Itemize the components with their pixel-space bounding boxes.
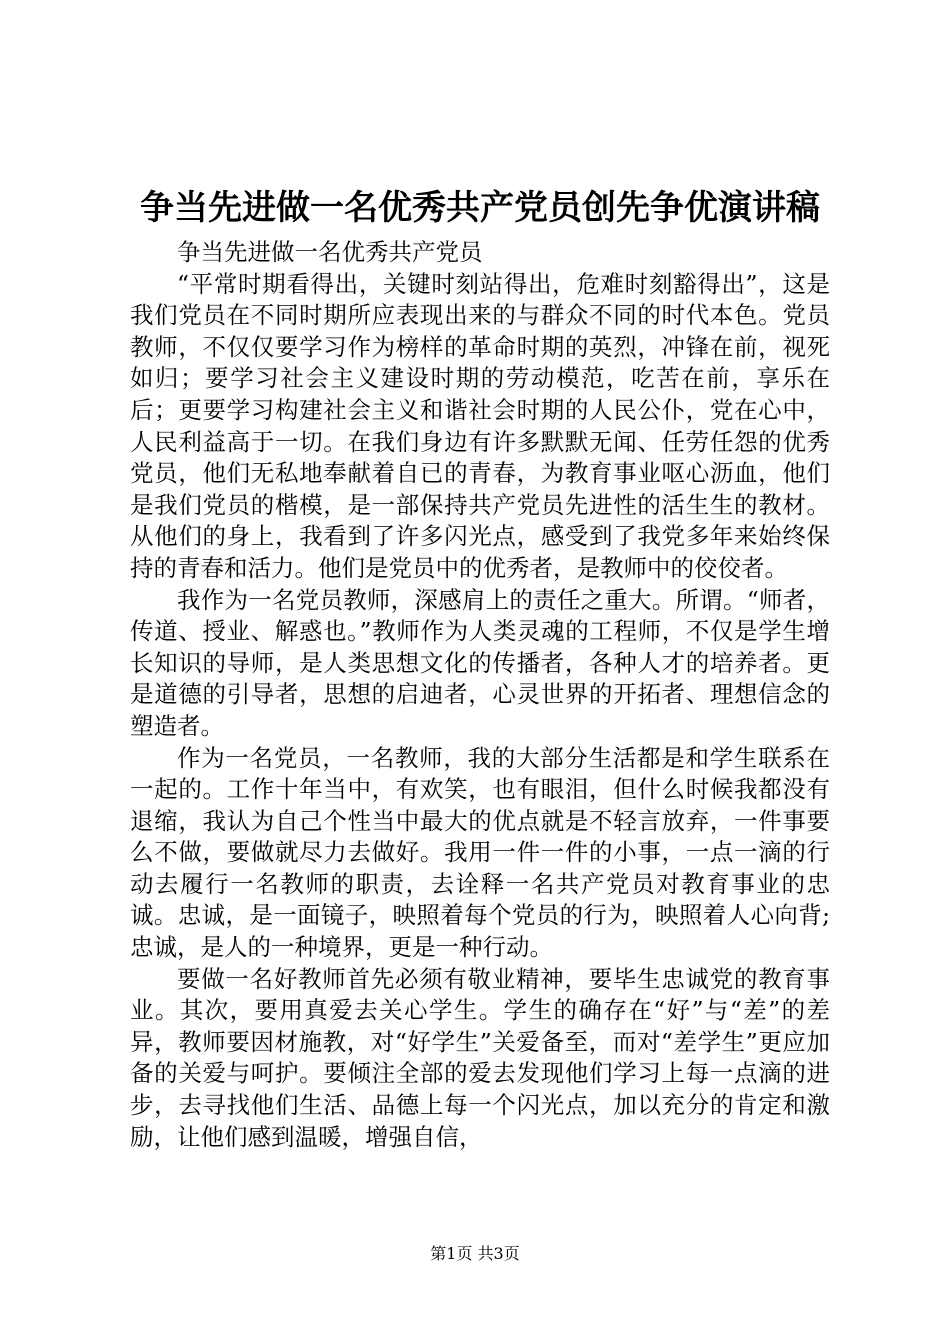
page-number-footer: 第1页 共3页: [430, 1244, 520, 1263]
paragraph-4: 要做一名好教师首先必须有敬业精神，要毕生忠诚党的教育事业。其次，要用真爱去关心学生。学生的确存在“好”与“差”的差异，教师要因材施教，对“好学生”关爱备至，而对“差学生”更应加备的关爱与呵护。要倾注全部的爱去发现他们学习上每一点滴的进步，去寻找他们生活、品德上每一个闪光点，加以充分的肯定和激励，让他们感到温暖，增强自信，: [130, 964, 830, 1151]
paragraph-3: 作为一名党员，一名教师，我的大部分生活都是和学生联系在一起的。工作十年当中，有欢笑，也有眼泪，但什么时候我都没有退缩，我认为自己个性当中最大的优点就是不轻言放弃，一件事要么不做，要做就尽力去做好。我用一件一件的小事，一点一滴的行动去履行一名教师的职责，去诠释一名共产党员对教育事业的忠诚。忠诚，是一面镜子，映照着每个党员的行为，映照着人心向背;忠诚，是人的一种境界，更是一种行动。: [130, 743, 830, 962]
paragraph-2: 我作为一名党员教师，深感肩上的责任之重大。所谓。“师者，传道、授业、解惑也。”教师作为人类灵魂的工程师，不仅是学生增长知识的导师，是人类思想文化的传播者，各种人才的培养者。更是道德的引导者，思想的启迪者，心灵世界的开拓者、理想信念的塑造者。: [130, 585, 830, 740]
paragraph-subtitle: 争当先进做一名优秀共产党员: [177, 238, 483, 266]
paragraph-1: “平常时期看得出，关键时刻站得出，危难时刻豁得出”，这是我们党员在不同时期所应表现出来的与群众不同的时代本色。党员教师，不仅仅要学习作为榜样的革命时期的英烈，冲锋在前，视死如归；要学习社会主义建设时期的劳动模范，吃苦在前，享乐在后；更要学习构建社会主义和谐社会时期的人民公仆，党在心中，人民利益高于一切。在我们身边有许多默默无闻、任劳任怨的优秀党员，他们无私地奉献着自已的青春，为教育事业呕心沥血，他们是我们党员的楷模，是一部保持共产党员先进性的活生生的教材。从他们的身上，我看到了许多闪光点，感受到了我党多年来始终保持的青春和活力。他们是党员中的优秀者，是教师中的佼佼者。: [130, 269, 830, 582]
body-text: [130, 237, 830, 1153]
page-title: 争当先进做一名优秀共产党员创先争优演讲稿: [140, 188, 820, 228]
